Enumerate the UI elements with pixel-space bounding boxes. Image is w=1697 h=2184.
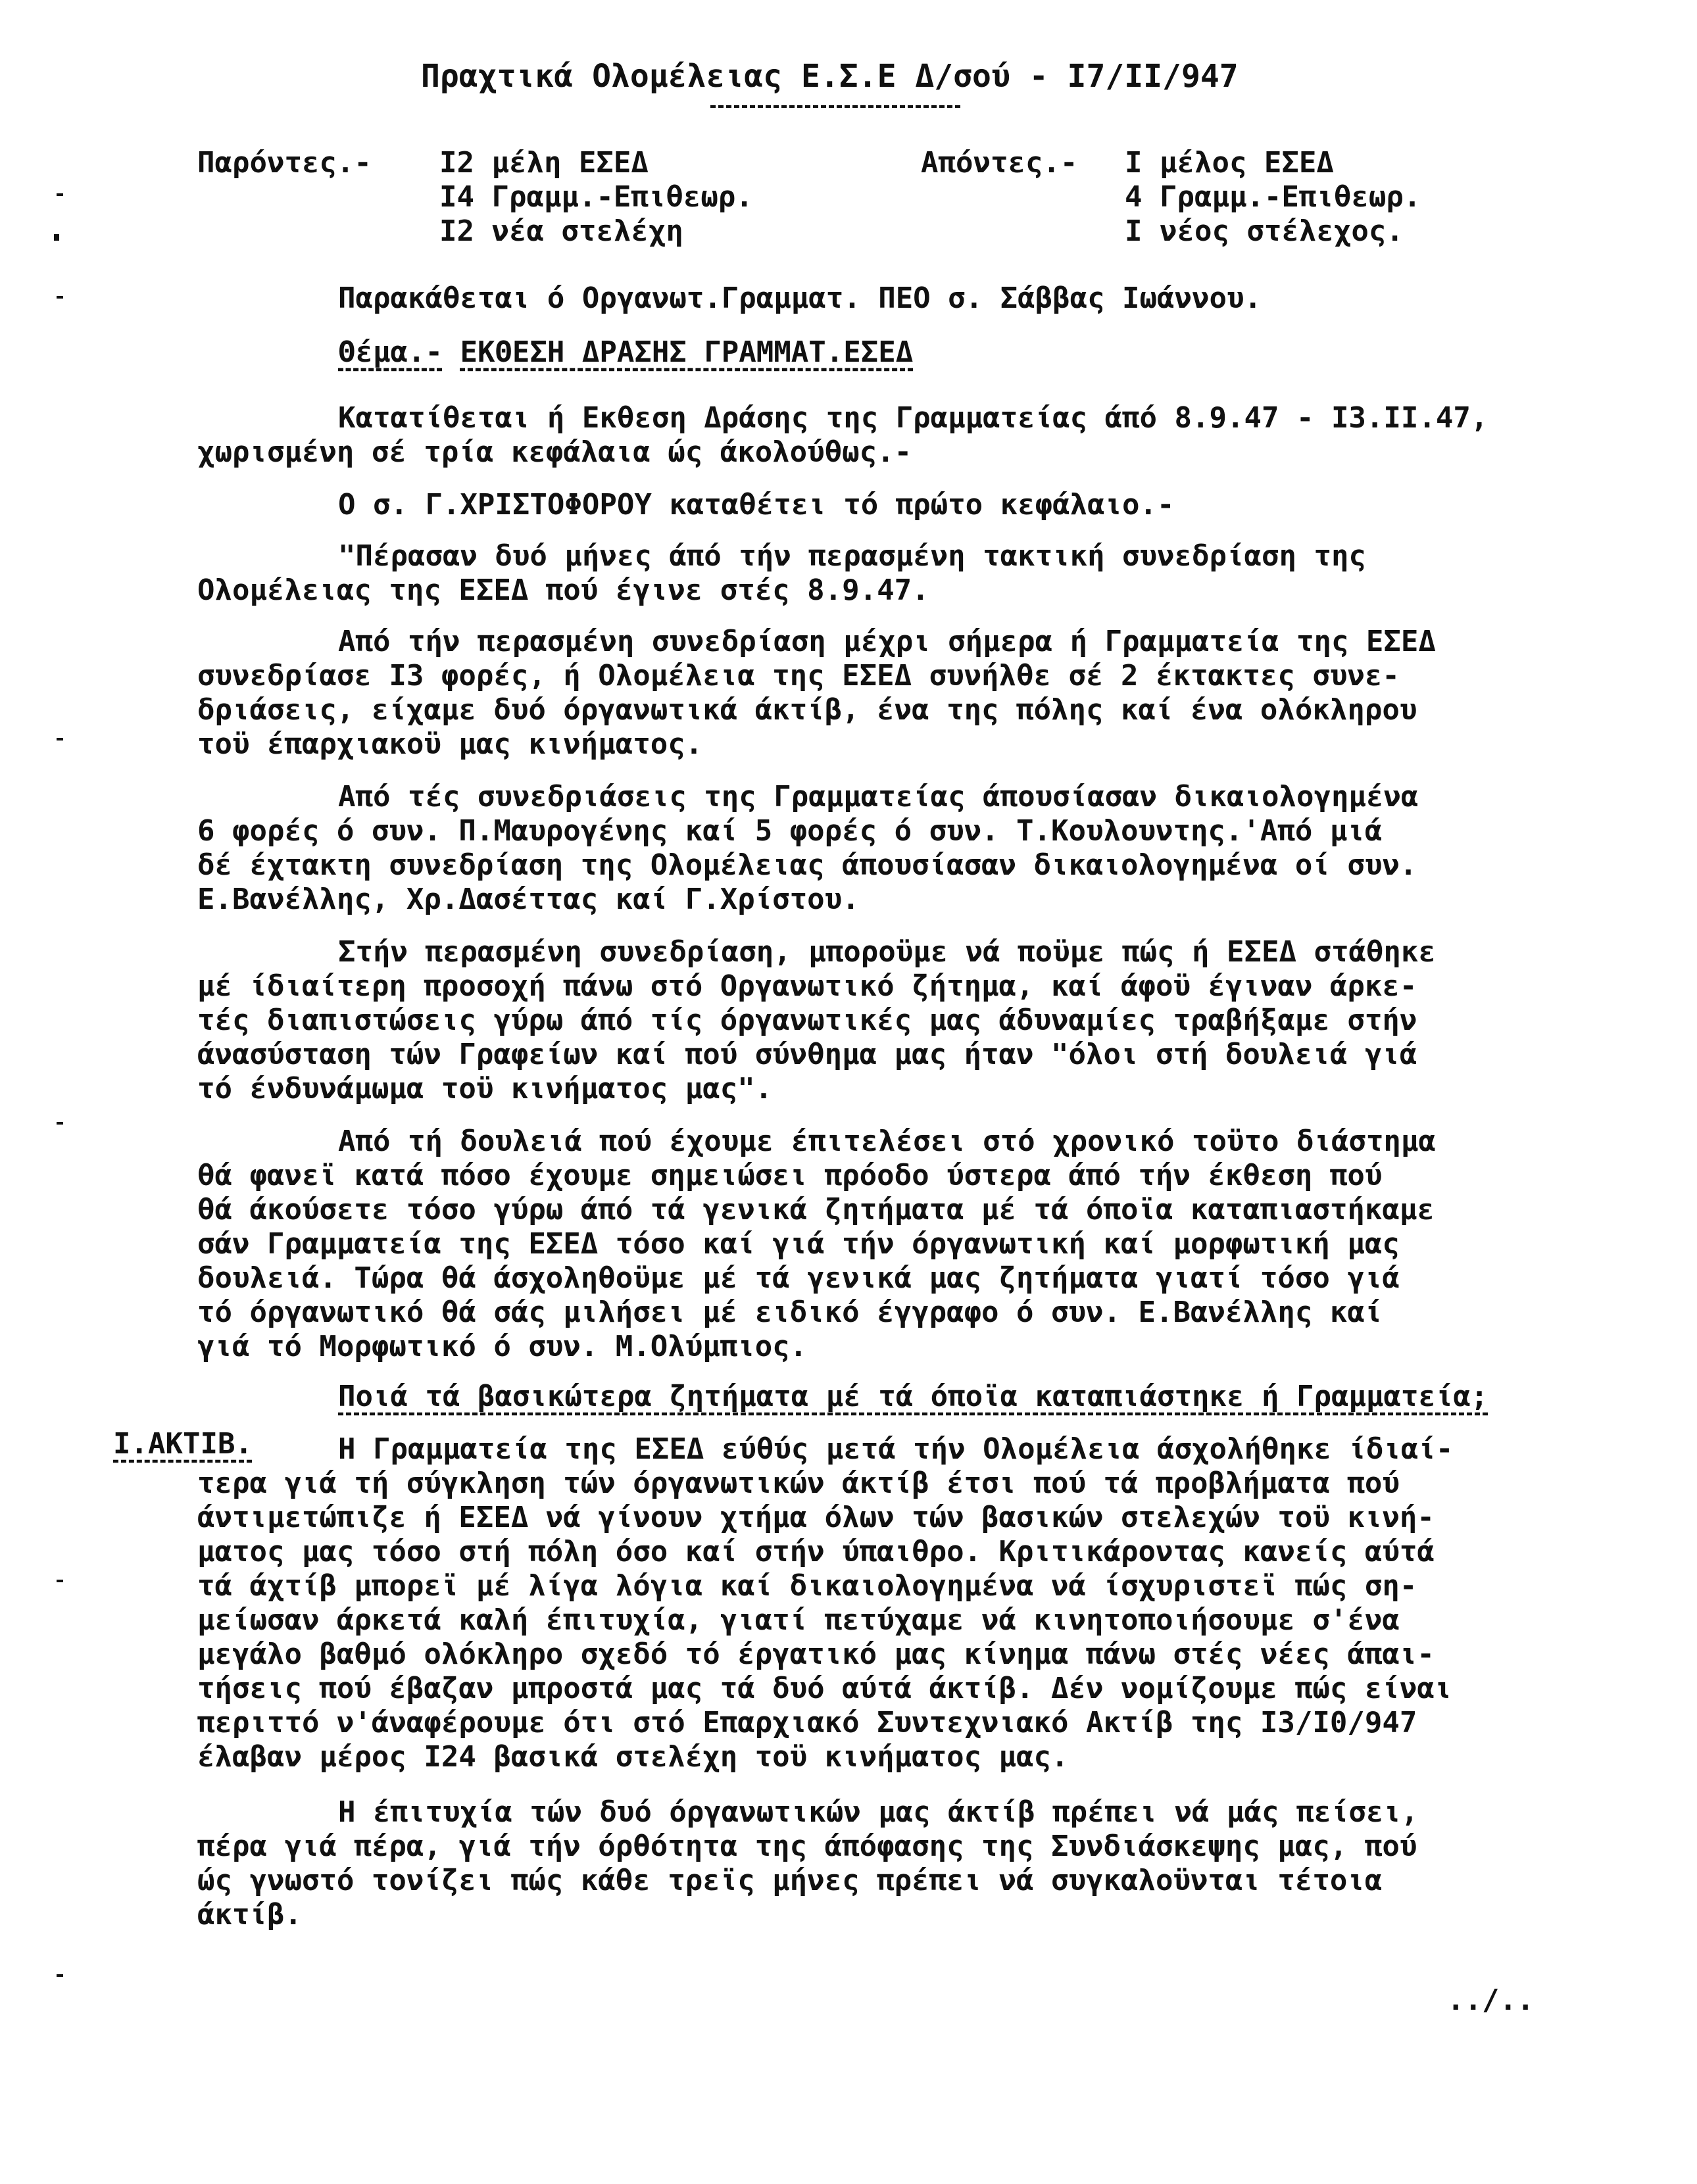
paragraph-line: γιά τό Μορφωτικό ό συν. Μ.Ολύμπιος. [197, 1330, 808, 1363]
paragraph-line: άνασύσταση τών Γραφείων καί πού σύνθημα μας ήταν "όλοι στή δουλειά γιά [197, 1038, 1417, 1071]
paragraph-line: περιττό ν'άναφέρουμε ότι στό Επαρχιακό Συντεχνιακό Ακτίβ της Ι3/Ι0/947 [197, 1706, 1417, 1739]
margin-dash [57, 1580, 63, 1582]
paragraph-line: δουλειά. Τώρα θά άσχοληθοϋμε μέ τά γενικά μας ζητήματα γιατί τόσο γιά [197, 1261, 1400, 1295]
paragraph-line: πέρα γιά πέρα, γιά τήν όρθότητα της άπόφασης της Συνδιάσκεψης μας, πού [197, 1830, 1417, 1863]
paragraph-line: δέ έχτακτη συνεδρίαση της Ολομέλειας άπουσίασαν δικαιολογημένα οί συν. [197, 848, 1417, 882]
paragraph-line: τοϋ έπαρχιακοϋ μας κινήματος. [197, 727, 703, 761]
paragraph-line: μείωσαν άρκετά καλή έπιτυχία, γιατί πετύχαμε νά κινητοποιήσουμε σ'ένα [197, 1603, 1400, 1637]
margin-dot [54, 234, 59, 241]
absent-item: 4 Γραμμ.-Επιθεωρ. [1125, 180, 1421, 214]
paragraph-line: τές διαπιστώσεις γύρω άπό τίς όργανωτικές μας άδυναμίες τραβήξαμε στήν [197, 1004, 1417, 1037]
paragraph-line: ματος μας τόσο στή πόλη όσο καί στήν ύπαιθρο. Κριτικάροντας κανείς αύτά [197, 1535, 1435, 1568]
paragraph-line: μέ ίδιαίτερη προσοχή πάνω στό Οργανωτικό ζήτημα, καί άφοϋ έγιναν άρκε- [197, 969, 1417, 1003]
paragraph-line: άκτίβ. [197, 1898, 302, 1931]
paragraph-line: τό ένδυνάμωμα τοϋ κινήματος μας". [197, 1072, 773, 1105]
present-list [439, 146, 753, 249]
margin-dash [57, 193, 63, 196]
present-item: Ι4 Γραμμ.-Επιθεωρ. [439, 180, 753, 214]
absent-label: Απόντες.- [921, 146, 1078, 180]
intro-line: χωρισμένη σέ τρία κεφάλαια ώς άκολούθως.- [197, 435, 912, 469]
paragraph-line: Η έπιτυχία τών δυό όργανωτικών μας άκτίβ πρέπει νά μάς πείσει, [338, 1795, 1419, 1829]
title-underline [710, 105, 960, 108]
paragraph-line: Από τήν περασμένη συνεδρίαση μέχρι σήμερα ή Γραμματεία της ΕΣΕΔ [338, 625, 1436, 658]
paragraph-line: θά άκούσετε τόσο γύρω άπό τά γενικά ζητήματα μέ τά όποϊα καταπιαστήκαμε [197, 1193, 1435, 1226]
paragraph-line: άντιμετώπιζε ή ΕΣΕΔ νά γίνουν χτήμα όλων τών βασικών στελεχών τοϋ κινή- [197, 1501, 1435, 1534]
margin-dash [57, 1974, 63, 1977]
margin-dash [57, 738, 63, 740]
absent-list [1125, 146, 1421, 249]
present-label: Παρόντες.- [197, 146, 372, 180]
paragraph-line: έλαβαν μέρος Ι24 βασικά στελέχη τοϋ κινήματος μας. [197, 1740, 1069, 1774]
margin-dash [57, 1122, 63, 1125]
paragraph-line: ώς γνωστό τονίζει πώς κάθε τρεϊς μήνες πρέπει νά συγκαλοϋνται τέτοια [197, 1864, 1383, 1897]
paragraph-line: τά άχτίβ μπορεϊ μέ λίγα λόγια καί δικαιολογημένα νά ίσχυριστεϊ πώς ση- [197, 1569, 1417, 1603]
paragraph-line: Ε.Βανέλλης, Χρ.Δασέττας καί Γ.Χρίστου. [197, 883, 860, 916]
subject-heading [338, 335, 913, 370]
paragraph-line: τό όργανωτικό θά σάς μιλήσει μέ ειδικό έγγραφο ό συν. Ε.Βανέλλης καί [197, 1296, 1383, 1329]
speaker-line: Ο σ. Γ.ΧΡΙΣΤΟΦΟΡΟΥ καταθέτει τό πρώτο κεφάλαιο.- [338, 488, 1175, 522]
paragraph-line: Στήν περασμένη συνεδρίαση, μποροϋμε νά ποϋμε πώς ή ΕΣΕΔ στάθηκε [338, 935, 1436, 969]
paragraph-line: σάν Γραμματεία της ΕΣΕΔ τόσο καί γιά τήν όργανωτική καί μορφωτική μας [197, 1227, 1400, 1261]
present-item: Ι2 νέα στελέχη [439, 214, 683, 248]
present-note: Παρακάθεται ό Οργανωτ.Γραμματ. ΠΕΟ σ. Σάββας Ιωάννου. [338, 281, 1262, 315]
section-label: Ι.ΑΚΤΙΒ. [113, 1427, 253, 1461]
present-item: Ι2 μέλη ΕΣΕΔ [439, 146, 649, 180]
intro-line: Κατατίθεται ή Εκθεση Δράσης της Γραμματείας άπό 8.9.47 - Ι3.ΙΙ.47, [338, 401, 1488, 435]
paragraph-line: Η Γραμματεία της ΕΣΕΔ εύθύς μετά τήν Ολομέλεια άσχολήθηκε ίδιαί- [338, 1432, 1454, 1466]
paragraph-line: Ολομέλειας της ΕΣΕΔ πού έγινε στές 8.9.47. [197, 573, 929, 607]
absent-item: Ι μέλος ΕΣΕΔ [1125, 146, 1334, 180]
margin-dash [57, 296, 63, 299]
paragraph-line: τήσεις πού έβαζαν μπροστά μας τά δυό αύτά άκτίβ. Δέν νομίζουμε πώς είναι [197, 1672, 1452, 1705]
question-heading: Ποιά τά βασικώτερα ζητήματα μέ τά όποϊα καταπιάστηκε ή Γραμματεία; [338, 1380, 1488, 1413]
subject-title: ΕΚΘΕΣΗ ΔΡΑΣΗΣ ΓΡΑΜΜΑΤ.ΕΣΕΔ [460, 335, 914, 369]
paragraph-line: Από τή δουλειά πού έχουμε έπιτελέσει στό χρονικό τοϋτο διάστημα [338, 1125, 1436, 1158]
paragraph-line: συνεδρίασε Ι3 φορές, ή Ολομέλεια της ΕΣΕΔ συνήλθε σέ 2 έκτακτες συνε- [197, 659, 1400, 692]
subject-label: Θέμα.- [338, 335, 443, 369]
paragraph-line: Από τές συνεδριάσεις της Γραμματείας άπουσίασαν δικαιολογημένα [338, 780, 1419, 813]
paragraph-line: δριάσεις, είχαμε δυό όργανωτικά άκτίβ, ένα της πόλης καί ένα ολόκληρου [197, 693, 1417, 727]
document-title: Πραχτικά Ολομέλειας Ε.Σ.Ε Δ/σού - Ι7/ΙΙ/947 [421, 58, 1239, 95]
paragraph-line: τερα γιά τή σύγκληση τών όργανωτικών άκτίβ έτσι πού τά προβλήματα πού [197, 1467, 1400, 1500]
absent-item: Ι νέος στέλεχος. [1125, 214, 1404, 248]
paragraph-line: 6 φορές ό συν. Π.Μαυρογένης καί 5 φορές ό συν. Τ.Κουλουντης.'Από μιά [197, 814, 1383, 848]
paragraph-line: "Πέρασαν δυό μήνες άπό τήν περασμένη τακτική συνεδρίαση της [338, 539, 1366, 573]
paragraph-line: μεγάλο βαθμό ολόκληρο σχεδό τό έργατικό μας κίνημα πάνω στές νέες άπαι- [197, 1638, 1435, 1671]
continuation-mark: ../.. [1447, 1983, 1535, 2017]
paragraph-line: θά φανεϊ κατά πόσο έχουμε σημειώσει πρόοδο ύστερα άπό τήν έκθεση πού [197, 1159, 1383, 1192]
